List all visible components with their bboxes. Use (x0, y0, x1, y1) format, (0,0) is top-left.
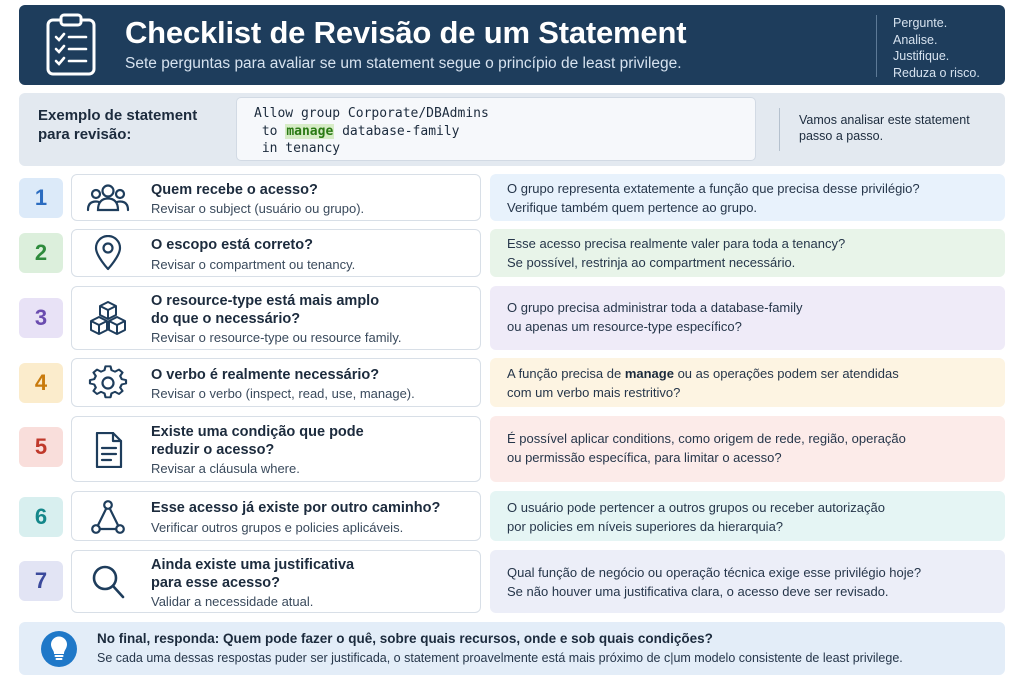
page-subtitle: Sete perguntas para avaliar se um statement segue o princípio de least privilege. (125, 55, 682, 72)
example-panel (19, 93, 1005, 166)
step-number-3: 3 (19, 298, 63, 338)
answer-card-1 (490, 174, 1005, 221)
answer-card-4 (490, 358, 1005, 407)
question-card-7 (71, 550, 481, 613)
tagline-line: Analise. (893, 32, 938, 47)
answer-text: É possível aplicar conditions, como origem de rede, região, operação ou permissão específica, para limitar o acesso? (507, 431, 906, 465)
question-title: O resource-type está mais amplo do que o necessário? (151, 293, 380, 327)
code-line: in tenancy (254, 141, 341, 156)
location-pin-icon (86, 235, 130, 271)
answer-card-6 (490, 491, 1005, 541)
search-icon (86, 564, 130, 600)
document-icon (86, 432, 130, 468)
tagline-line: Pergunte. (893, 16, 948, 30)
answer-card-2 (490, 229, 1005, 277)
step-number-4: 4 (19, 363, 63, 403)
gear-icon (86, 365, 130, 401)
answer-card-5 (490, 416, 1005, 482)
question-title: Existe uma condição que pode reduzir o acesso? (151, 424, 364, 458)
header-banner (19, 5, 1005, 85)
divider (779, 108, 780, 151)
tagline-line: Reduza o risco. (893, 65, 980, 80)
answer-text: Qual função de negócio ou operação técnica exige esse privilégio hoje? Se não houver uma justificativa clara, o acesso deve ser revisado. (507, 565, 922, 599)
question-subtitle: Revisar o subject (usuário ou grupo). (151, 201, 365, 216)
answer-card-3 (490, 286, 1005, 350)
verb-highlight: manage (624, 366, 674, 381)
summary-note: Se cada uma dessas respostas puder ser justificada, o statement proavelmente está mais próximo de c|um modelo consistente de least privilege. (97, 651, 903, 665)
code-line: to manage database-family (254, 123, 460, 139)
clipboard-checklist-icon (45, 13, 97, 77)
answer-text: A função precisa de manage ou as operações podem ser atendidas com um verbo mais restritivo? (507, 366, 899, 400)
question-title: Esse acesso já existe por outro caminho? (151, 500, 441, 516)
step-number-1: 1 (19, 178, 63, 218)
step-number-6: 6 (19, 497, 63, 537)
question-title: O verbo é realmente necessário? (151, 367, 380, 383)
code-line: Allow group Corporate/DBAdmins (254, 106, 489, 121)
step-number-7: 7 (19, 561, 63, 601)
answer-text: O grupo precisa administrar toda a database-family ou apenas um resource-type específico? (507, 300, 803, 334)
page-title: Checklist de Revisão de um Statement (125, 15, 687, 50)
question-card-5 (71, 416, 481, 482)
answer-text: O usuário pode pertencer a outros grupos ou receber autorização por policies em níveis superiores da hierarquia? (507, 500, 885, 534)
share-nodes-icon (86, 499, 130, 535)
answer-text: Esse acesso precisa realmente valer para toda a tenancy? Se possível, restrinja ao compartment necessário. (507, 236, 846, 270)
question-subtitle: Revisar a cláusula where. (151, 461, 300, 476)
question-subtitle: Validar a necessidade atual. (151, 594, 314, 609)
summary-footer (19, 622, 1005, 675)
step-number-2: 2 (19, 233, 63, 273)
example-label: Exemplo de statement para revisão: (38, 107, 198, 143)
answer-card-7 (490, 550, 1005, 613)
tagline-line: Justifique. (893, 49, 950, 63)
question-card-2 (71, 229, 481, 277)
cubes-icon (86, 300, 130, 336)
summary-question: No final, responda: Quem pode fazer o quê, sobre quais recursos, onde e sob quais condições? (97, 631, 713, 646)
verb-highlight: manage (286, 123, 334, 139)
question-subtitle: Revisar o verbo (inspect, read, use, manage). (151, 386, 415, 401)
step-number-5: 5 (19, 427, 63, 467)
question-subtitle: Verificar outros grupos e policies aplicáveis. (151, 520, 404, 535)
example-note: Vamos analisar este statement passo a passo. (799, 113, 970, 143)
question-card-6 (71, 491, 481, 541)
header-tagline (876, 15, 980, 80)
question-subtitle: Revisar o resource-type ou resource family. (151, 330, 402, 345)
question-card-1 (71, 174, 481, 221)
users-icon (86, 180, 130, 216)
answer-text: O grupo representa extatemente a função que precisa desse privilégio? Verifique também quem pertence ao grupo. (507, 181, 920, 215)
question-title: O escopo está correto? (151, 237, 313, 253)
question-card-4 (71, 358, 481, 407)
question-subtitle: Revisar o compartment ou tenancy. (151, 257, 356, 272)
statement-code-block (236, 97, 756, 161)
question-title: Ainda existe uma justificativa para esse acesso? (151, 557, 355, 591)
lightbulb-icon (41, 631, 77, 667)
question-card-3 (71, 286, 481, 350)
question-title: Quem recebe o acesso? (151, 182, 318, 198)
